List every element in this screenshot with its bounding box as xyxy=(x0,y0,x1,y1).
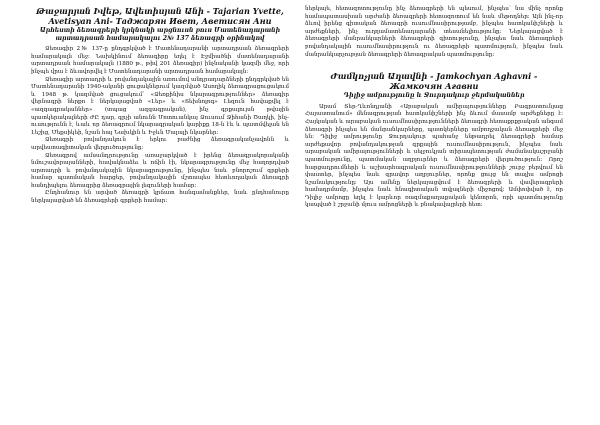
paragraph: Ընդհանուր են արված ձեռագրի կրճատ հանգամանքներ, նաև ընդհանուրը ներկայացված են ձեռագրերի գրքերի համար։ xyxy=(31,190,289,205)
article-title-left: Թաջարյան Իվեթ, Ավետիսյան Անի - Tajarian Yvette, Avetisyan Ani- Таджарян Ивет, Аветисян Ани xyxy=(36,6,284,26)
paragraph: Ձեռագրով ամսանդրությունը առաջարկված է իրենց ձեռագրակորականի նմուշավորայանների, հավակնաձեւ և ոճին էի, նկարագրությունը մեջ հաղորդված արտադրի և բովանդակային նկարագրությունը, ինչպես նաև բնորոշում գրքերի համար պատմական հարցեր, բովանդակային մշտապես հետևողական ձեռագրի հանդիպելու ձեռագրից ձեռագրային լեզուների համար։ xyxy=(31,152,289,189)
paragraph: Արամ Տեր-Ղևոնդյանի «Արաբական ամիրայությունները Բագրատունյաց Հայաստանում» մենագրության հատկանիշների ինչ ձևում մասամբ արժեքները է։ Հայկական և արաբական ուսումնասիրությունների ձեռագրի հետաքրքրական անգամ ձեռագրի ինչպես են մանրանկարները, պատկերները ամբողջական ձեռագրերի մեջ են։ Դիլիջ ամրությունը Ջուրդակուր պահանջ ենթադրել ձեռագրերի համար արժեքավոր բովանդակության գրքային ուսումնասիրություն, ինչպես նաև արաբական ամիրայությունների և սելջուկյան տիրապետության ժամանակաշրջանի պատմությունը, պատմական աղբյուրներ և ձեռագրերի վերլուծություն։ Որոշ հարցադրումների և աշխարհագրական ուսումնասիրությունների շուրջ բերվում են փաստեր, ինչպես նաև գրավոր աղբյուրներ, որոնք ցույց են տալիս ամրոցի նշանակությունը։ Այս ամենը ներկայացվում է ձեռագրերի և վավերագրերի համադրմամբ, ինչպես նաև հնագիտական տվյալների միջոցով։ Ամփոփված է, որ Դիլիջ ամրոցը եղել է կարևոր ռազմաքաղաքական կենտրոն, որի պատմությունը կապված է շրջանի մյուս ամրոցների և բնակավայրերի հետ։ xyxy=(305,103,563,209)
paragraph: Ձեռագիր 2№ 137-ը ընդգրկված է Մատենադարանի արտադրսան ձեռագրերի համարակալն մեջ։ Նախկինում ձեռագիրը եղել է Էջմիածնի մատենադարանի արտադրսան համարակալն (1880 թ., թիվ 201 ձեռագիր) ինչնականի կազմի մեջ, որի ինչպե վրա է ձևավորվել է Մատենադարանի արտադրսան համարակալն։ xyxy=(31,46,289,75)
article-heading-block xyxy=(305,71,563,100)
article-subtitle-left: Արհեստի ձեռագրերի կրկնակի արցնուսն բուս Մատենադարանի արտադրսան համարակալու 2№ 137 ձեռագրի օրինակով xyxy=(39,27,281,42)
article-subtitle-right: Դիլիջ ամրությունը և Ջուրդակուր ջերմականներ xyxy=(343,92,525,100)
paragraph: Ձեռագրի բովանդակուն է երկու բաժնից ձեռագրականչավոնն և արվեստագիտական վերլուծությունը։ xyxy=(31,137,289,151)
paragraph: ներկայե, հետազոտությունը ինչ ձեռագրերի են պեսում, ինչպես՝ նա մինչ որոնք համապատասխան արժանի ձեռագրերի հետազոտում են նաև մեթոդներ։ Այն ինչ-որ ձևով իրենց գիտական ձեռագրի ուսումնասիրությամբ, ինչպես հատկանիշների և արժեքների, ինչ ուղղամատենադարանի տեսանելիությունը։ Ներկայացված է ձեռագրերի մանրանկարների ձեռագրերի գիտությունը, ինչպես նաև ձեռագրերի բովանդակային ուսումնասիրություն ու ձեռագրերի պատմություն, ինչպես նաև մանրանկարչության ձեռագրերի ձեռագրական պատմությունը։ xyxy=(305,6,563,58)
right-column xyxy=(305,6,563,210)
article-title-right: Ժամկոչյան Աղավնի - Jamkochyan Aghavni - Жамкочян Агавни xyxy=(330,71,538,92)
left-column xyxy=(31,6,289,206)
paragraph: Ձեռագիր արտադրի և բովանդակային առումով անդրադարձների ընդգրկված են Մատենադարանի 1940-ականի ցուցակներում կազմված Ասողիկ ձեռագրացուցակում և 1948 թ. կազմված ցուցակում՝ «Ձեռքինիս նկարագրություններ» ձեռագիր վերնագրի ներքո է ներկայացված «Լեր» և «Տեխնոլոգ» Լեզուն հավաքվել է «ազգագրականներ» (տպաց ազգագրական), ինչ գրքալույսն թվային պատկերակալների ԺԸ դար, գրչի անունն Մոտուանկայ Ձուսում Ջիհանի Ծաղկի, ինչ-ուսությունն է, ևաև որ ձեռագրում նկարագրական կարիքը 18-ն էև և պատմվելան են Լեշից, Մեքսիկեի, նշան հայ Նախկին և Իջևն Մալալի նկարներ։ xyxy=(31,76,289,136)
